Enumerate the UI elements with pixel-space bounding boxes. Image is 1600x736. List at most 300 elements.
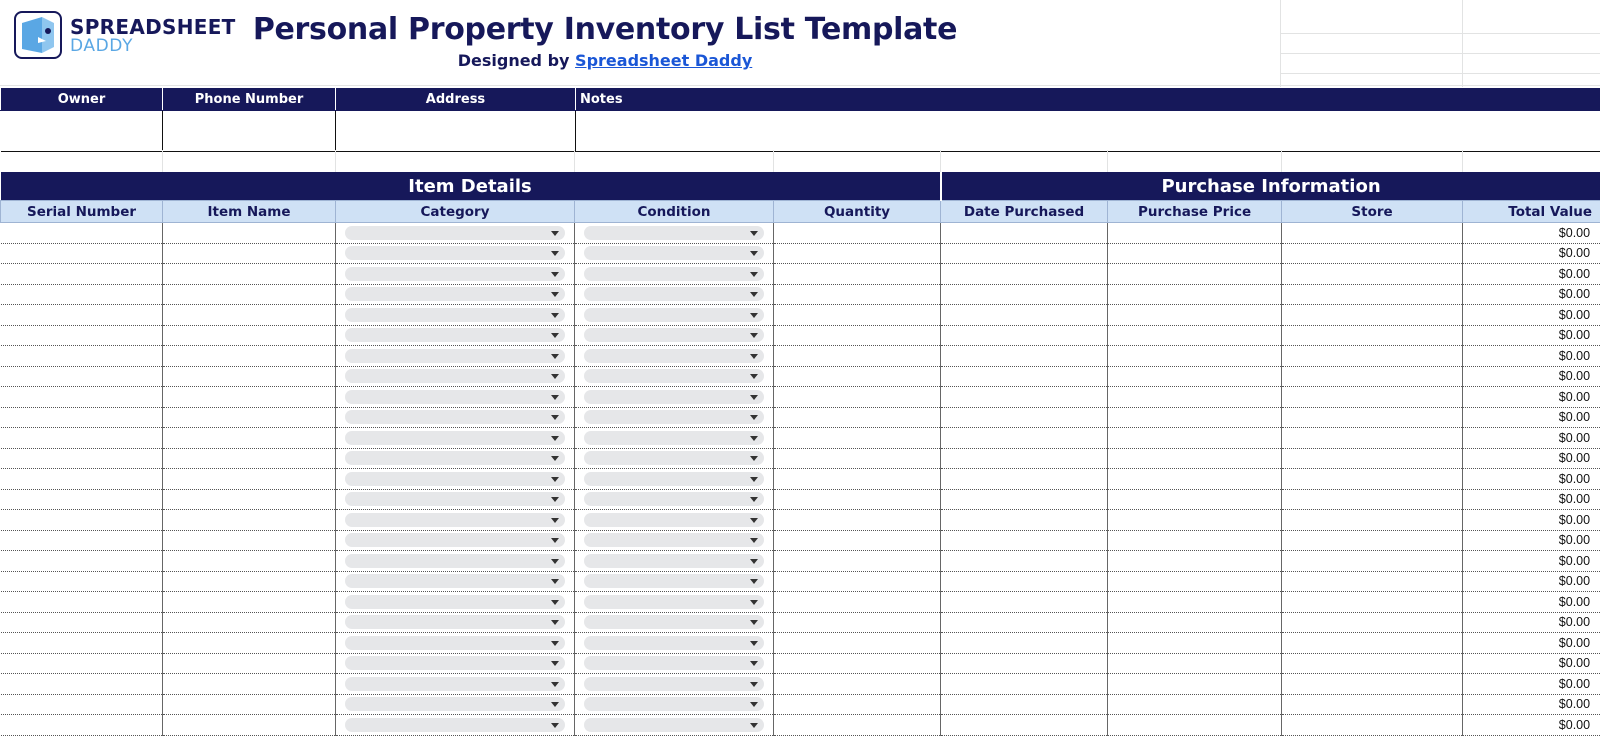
date-purchased-cell[interactable] — [941, 264, 1108, 285]
total-value-cell[interactable]: $0.00 — [1463, 612, 1600, 633]
item-name-cell[interactable] — [163, 284, 336, 305]
total-value-cell[interactable]: $0.00 — [1463, 264, 1600, 285]
date-purchased-cell[interactable] — [941, 284, 1108, 305]
category-cell[interactable] — [336, 284, 575, 305]
table-row — [1, 510, 1600, 531]
date-purchased-cell[interactable] — [941, 243, 1108, 264]
condition-cell[interactable] — [575, 674, 774, 695]
condition-cell[interactable] — [575, 469, 774, 490]
serial-number-cell[interactable] — [1, 530, 163, 551]
page-subtitle — [250, 51, 960, 70]
condition-dropdown[interactable] — [584, 697, 764, 711]
serial-number-cell[interactable] — [1, 428, 163, 449]
item-name-cell[interactable] — [163, 428, 336, 449]
category-cell[interactable] — [336, 387, 575, 408]
serial-number-cell[interactable] — [1, 694, 163, 715]
store-cell[interactable] — [1282, 428, 1463, 449]
quantity-cell[interactable] — [774, 387, 941, 408]
quantity-cell[interactable] — [774, 264, 941, 285]
date-purchased-cell[interactable] — [941, 530, 1108, 551]
quantity-cell[interactable] — [774, 592, 941, 613]
store-cell[interactable] — [1282, 387, 1463, 408]
total-value-cell[interactable]: $0.00 — [1463, 305, 1600, 326]
table-row — [1, 571, 1600, 592]
total-value-column-header: Total Value — [1463, 201, 1600, 223]
item-name-cell[interactable] — [163, 715, 336, 736]
condition-cell[interactable] — [575, 387, 774, 408]
store-cell[interactable] — [1282, 305, 1463, 326]
purchase-price-cell[interactable] — [1108, 674, 1282, 695]
store-cell[interactable] — [1282, 571, 1463, 592]
total-value-cell[interactable]: $0.00 — [1463, 448, 1600, 469]
date-purchased-cell[interactable] — [941, 346, 1108, 367]
category-cell[interactable] — [336, 264, 575, 285]
condition-cell[interactable] — [575, 633, 774, 654]
store-cell[interactable] — [1282, 448, 1463, 469]
address-cell[interactable] — [336, 111, 576, 152]
category-cell[interactable] — [336, 694, 575, 715]
item-name-cell[interactable] — [163, 346, 336, 367]
store-cell[interactable] — [1282, 325, 1463, 346]
category-cell[interactable] — [336, 674, 575, 695]
table-row — [1, 694, 1600, 715]
store-cell[interactable] — [1282, 694, 1463, 715]
item-name-cell[interactable] — [163, 223, 336, 244]
date-purchased-cell[interactable] — [941, 715, 1108, 736]
condition-cell[interactable] — [575, 407, 774, 428]
table-row — [1, 633, 1600, 654]
item-name-cell[interactable] — [163, 366, 336, 387]
store-cell[interactable] — [1282, 551, 1463, 572]
condition-dropdown[interactable] — [584, 328, 764, 342]
category-dropdown[interactable] — [345, 287, 565, 301]
quantity-cell[interactable] — [774, 674, 941, 695]
total-value-cell[interactable]: $0.00 — [1463, 407, 1600, 428]
store-cell[interactable] — [1282, 530, 1463, 551]
item-name-cell[interactable] — [163, 694, 336, 715]
serial-number-cell[interactable] — [1, 243, 163, 264]
category-dropdown[interactable] — [345, 431, 565, 445]
spacer-row — [0, 150, 1600, 172]
serial-number-cell[interactable] — [1, 633, 163, 654]
condition-dropdown[interactable] — [584, 574, 764, 588]
store-cell[interactable] — [1282, 284, 1463, 305]
condition-cell[interactable] — [575, 428, 774, 449]
condition-dropdown[interactable] — [584, 718, 764, 732]
category-dropdown[interactable] — [345, 677, 565, 691]
category-dropdown[interactable] — [345, 390, 565, 404]
date-purchased-cell[interactable] — [941, 551, 1108, 572]
date-purchased-cell[interactable] — [941, 510, 1108, 531]
condition-cell[interactable] — [575, 448, 774, 469]
purchase-price-cell[interactable] — [1108, 694, 1282, 715]
condition-dropdown[interactable] — [584, 451, 764, 465]
date-purchased-cell[interactable] — [941, 325, 1108, 346]
category-cell[interactable] — [336, 366, 575, 387]
serial-number-cell[interactable] — [1, 366, 163, 387]
spreadsheet-daddy-logo-icon — [14, 11, 62, 59]
table-row — [1, 407, 1600, 428]
quantity-cell[interactable] — [774, 284, 941, 305]
category-dropdown[interactable] — [345, 246, 565, 260]
total-value-cell[interactable]: $0.00 — [1463, 633, 1600, 654]
date-purchased-cell[interactable] — [941, 694, 1108, 715]
serial-number-cell[interactable] — [1, 448, 163, 469]
date-purchased-cell[interactable] — [941, 592, 1108, 613]
category-cell[interactable] — [336, 653, 575, 674]
store-cell[interactable] — [1282, 469, 1463, 490]
purchase-price-cell[interactable] — [1108, 387, 1282, 408]
category-cell[interactable] — [336, 346, 575, 367]
quantity-cell[interactable] — [774, 551, 941, 572]
category-dropdown[interactable] — [345, 328, 565, 342]
condition-dropdown[interactable] — [584, 267, 764, 281]
total-value-cell[interactable]: $0.00 — [1463, 551, 1600, 572]
purchase-price-cell[interactable] — [1108, 530, 1282, 551]
item-name-cell[interactable] — [163, 305, 336, 326]
table-row — [1, 674, 1600, 695]
category-cell[interactable] — [336, 510, 575, 531]
item-name-cell[interactable] — [163, 448, 336, 469]
condition-dropdown[interactable] — [584, 472, 764, 486]
store-cell[interactable] — [1282, 674, 1463, 695]
item-name-cell[interactable] — [163, 407, 336, 428]
total-value-cell[interactable]: $0.00 — [1463, 653, 1600, 674]
store-cell[interactable] — [1282, 715, 1463, 736]
quantity-cell[interactable] — [774, 325, 941, 346]
store-cell[interactable] — [1282, 592, 1463, 613]
quantity-cell[interactable] — [774, 571, 941, 592]
purchase-price-cell[interactable] — [1108, 571, 1282, 592]
item-name-cell[interactable] — [163, 674, 336, 695]
serial-number-cell[interactable] — [1, 674, 163, 695]
purchase-price-cell[interactable] — [1108, 510, 1282, 531]
condition-cell[interactable] — [575, 510, 774, 531]
condition-dropdown[interactable] — [584, 595, 764, 609]
purchase-price-cell[interactable] — [1108, 305, 1282, 326]
date-purchased-cell[interactable] — [941, 633, 1108, 654]
date-purchased-cell[interactable] — [941, 407, 1108, 428]
total-value-cell[interactable]: $0.00 — [1463, 469, 1600, 490]
date-purchased-cell[interactable] — [941, 305, 1108, 326]
condition-dropdown[interactable] — [584, 656, 764, 670]
category-dropdown[interactable] — [345, 595, 565, 609]
condition-cell[interactable] — [575, 489, 774, 510]
category-dropdown[interactable] — [345, 369, 565, 383]
date-purchased-cell[interactable] — [941, 571, 1108, 592]
condition-cell[interactable] — [575, 366, 774, 387]
condition-cell[interactable] — [575, 223, 774, 244]
condition-cell[interactable] — [575, 592, 774, 613]
purchase-price-cell[interactable] — [1108, 366, 1282, 387]
category-dropdown[interactable] — [345, 718, 565, 732]
item-name-cell[interactable] — [163, 612, 336, 633]
item-name-cell[interactable] — [163, 592, 336, 613]
table-row — [1, 551, 1600, 572]
store-cell[interactable] — [1282, 346, 1463, 367]
category-dropdown[interactable] — [345, 615, 565, 629]
notes-header: Notes — [576, 88, 1600, 111]
store-cell[interactable] — [1282, 633, 1463, 654]
item-name-cell[interactable] — [163, 571, 336, 592]
quantity-cell[interactable] — [774, 346, 941, 367]
serial-number-cell[interactable] — [1, 346, 163, 367]
condition-cell[interactable] — [575, 305, 774, 326]
condition-dropdown[interactable] — [584, 287, 764, 301]
quantity-cell[interactable] — [774, 366, 941, 387]
purchase-price-cell[interactable] — [1108, 325, 1282, 346]
item-name-cell[interactable] — [163, 510, 336, 531]
quantity-cell[interactable] — [774, 428, 941, 449]
total-value-cell[interactable]: $0.00 — [1463, 428, 1600, 449]
quantity-cell[interactable] — [774, 530, 941, 551]
category-dropdown[interactable] — [345, 533, 565, 547]
serial-number-cell[interactable] — [1, 612, 163, 633]
item-name-cell[interactable] — [163, 653, 336, 674]
total-value-cell[interactable]: $0.00 — [1463, 674, 1600, 695]
date-purchased-column-header: Date Purchased — [941, 201, 1108, 223]
date-purchased-cell[interactable] — [941, 612, 1108, 633]
category-dropdown[interactable] — [345, 410, 565, 424]
date-purchased-cell[interactable] — [941, 387, 1108, 408]
total-value-cell[interactable]: $0.00 — [1463, 366, 1600, 387]
date-purchased-cell[interactable] — [941, 674, 1108, 695]
serial-number-cell[interactable] — [1, 284, 163, 305]
purchase-price-cell[interactable] — [1108, 489, 1282, 510]
total-value-cell[interactable]: $0.00 — [1463, 325, 1600, 346]
store-cell[interactable] — [1282, 489, 1463, 510]
purchase-price-cell[interactable] — [1108, 612, 1282, 633]
condition-dropdown[interactable] — [584, 636, 764, 650]
category-cell[interactable] — [336, 592, 575, 613]
purchase-price-cell[interactable] — [1108, 469, 1282, 490]
purchase-price-cell[interactable] — [1108, 633, 1282, 654]
condition-dropdown[interactable] — [584, 369, 764, 383]
total-value-cell[interactable]: $0.00 — [1463, 489, 1600, 510]
category-cell[interactable] — [336, 551, 575, 572]
store-cell[interactable] — [1282, 612, 1463, 633]
condition-cell[interactable] — [575, 571, 774, 592]
quantity-cell[interactable] — [774, 469, 941, 490]
date-purchased-cell[interactable] — [941, 366, 1108, 387]
store-cell[interactable] — [1282, 653, 1463, 674]
purchase-price-cell[interactable] — [1108, 346, 1282, 367]
category-dropdown[interactable] — [345, 226, 565, 240]
category-cell[interactable] — [336, 469, 575, 490]
item-name-cell[interactable] — [163, 469, 336, 490]
quantity-cell[interactable] — [774, 633, 941, 654]
item-name-cell[interactable] — [163, 264, 336, 285]
inventory-table — [0, 172, 1600, 736]
category-dropdown[interactable] — [345, 308, 565, 322]
condition-dropdown[interactable] — [584, 513, 764, 527]
condition-dropdown[interactable] — [584, 492, 764, 506]
serial-number-cell[interactable] — [1, 551, 163, 572]
serial-number-cell[interactable] — [1, 264, 163, 285]
date-purchased-cell[interactable] — [941, 448, 1108, 469]
serial-number-cell[interactable] — [1, 592, 163, 613]
store-cell[interactable] — [1282, 243, 1463, 264]
serial-number-cell[interactable] — [1, 407, 163, 428]
store-cell[interactable] — [1282, 366, 1463, 387]
category-dropdown[interactable] — [345, 697, 565, 711]
store-cell[interactable] — [1282, 510, 1463, 531]
total-value-cell[interactable]: $0.00 — [1463, 223, 1600, 244]
condition-cell[interactable] — [575, 346, 774, 367]
condition-dropdown[interactable] — [584, 431, 764, 445]
total-value-cell[interactable]: $0.00 — [1463, 243, 1600, 264]
total-value-cell[interactable]: $0.00 — [1463, 715, 1600, 736]
category-cell[interactable] — [336, 407, 575, 428]
category-dropdown[interactable] — [345, 451, 565, 465]
condition-cell[interactable] — [575, 715, 774, 736]
date-purchased-cell[interactable] — [941, 428, 1108, 449]
category-cell[interactable] — [336, 571, 575, 592]
condition-dropdown[interactable] — [584, 410, 764, 424]
purchase-price-cell[interactable] — [1108, 243, 1282, 264]
condition-cell[interactable] — [575, 551, 774, 572]
category-dropdown[interactable] — [345, 267, 565, 281]
serial-number-cell[interactable] — [1, 715, 163, 736]
quantity-cell[interactable] — [774, 489, 941, 510]
purchase-price-cell[interactable] — [1108, 407, 1282, 428]
purchase-price-cell[interactable] — [1108, 264, 1282, 285]
item-name-cell[interactable] — [163, 551, 336, 572]
purchase-price-cell[interactable] — [1108, 223, 1282, 244]
category-cell[interactable] — [336, 715, 575, 736]
category-cell[interactable] — [336, 223, 575, 244]
category-cell[interactable] — [336, 612, 575, 633]
total-value-cell[interactable]: $0.00 — [1463, 592, 1600, 613]
phone-number-cell[interactable] — [163, 111, 336, 152]
table-row — [1, 284, 1600, 305]
category-dropdown[interactable] — [345, 656, 565, 670]
category-cell[interactable] — [336, 633, 575, 654]
item-name-cell[interactable] — [163, 243, 336, 264]
date-purchased-cell[interactable] — [941, 653, 1108, 674]
serial-number-cell[interactable] — [1, 387, 163, 408]
purchase-price-cell[interactable] — [1108, 284, 1282, 305]
category-cell[interactable] — [336, 325, 575, 346]
condition-dropdown[interactable] — [584, 615, 764, 629]
owner-cell[interactable] — [1, 111, 163, 152]
condition-dropdown[interactable] — [584, 533, 764, 547]
quantity-cell[interactable] — [774, 305, 941, 326]
store-cell[interactable] — [1282, 407, 1463, 428]
notes-cell[interactable] — [576, 111, 1600, 152]
table-row — [1, 325, 1600, 346]
total-value-cell[interactable]: $0.00 — [1463, 530, 1600, 551]
category-cell[interactable] — [336, 530, 575, 551]
category-dropdown[interactable] — [345, 554, 565, 568]
serial-number-cell[interactable] — [1, 469, 163, 490]
serial-number-cell[interactable] — [1, 223, 163, 244]
serial-number-cell[interactable] — [1, 489, 163, 510]
subtitle-prefix: Designed by — [458, 51, 570, 70]
serial-number-cell[interactable] — [1, 510, 163, 531]
total-value-cell[interactable]: $0.00 — [1463, 346, 1600, 367]
quantity-cell[interactable] — [774, 223, 941, 244]
total-value-cell[interactable]: $0.00 — [1463, 571, 1600, 592]
date-purchased-cell[interactable] — [941, 223, 1108, 244]
condition-dropdown[interactable] — [584, 390, 764, 404]
purchase-price-cell[interactable] — [1108, 428, 1282, 449]
total-value-cell[interactable]: $0.00 — [1463, 387, 1600, 408]
category-cell[interactable] — [336, 428, 575, 449]
category-dropdown[interactable] — [345, 574, 565, 588]
condition-dropdown[interactable] — [584, 308, 764, 322]
purchase-price-cell[interactable] — [1108, 715, 1282, 736]
quantity-cell[interactable] — [774, 694, 941, 715]
quantity-cell[interactable] — [774, 715, 941, 736]
category-dropdown[interactable] — [345, 636, 565, 650]
serial-number-cell[interactable] — [1, 305, 163, 326]
total-value-cell[interactable]: $0.00 — [1463, 510, 1600, 531]
category-cell[interactable] — [336, 243, 575, 264]
store-cell[interactable] — [1282, 223, 1463, 244]
total-value-cell[interactable]: $0.00 — [1463, 694, 1600, 715]
condition-dropdown[interactable] — [584, 554, 764, 568]
quantity-cell[interactable] — [774, 448, 941, 469]
spreadsheet-daddy-link[interactable]: Spreadsheet Daddy — [575, 51, 752, 70]
category-cell[interactable] — [336, 448, 575, 469]
item-name-cell[interactable] — [163, 530, 336, 551]
item-name-cell[interactable] — [163, 489, 336, 510]
store-cell[interactable] — [1282, 264, 1463, 285]
purchase-price-cell[interactable] — [1108, 551, 1282, 572]
serial-number-cell[interactable] — [1, 325, 163, 346]
serial-number-cell[interactable] — [1, 653, 163, 674]
category-dropdown[interactable] — [345, 472, 565, 486]
purchase-price-cell[interactable] — [1108, 653, 1282, 674]
condition-dropdown[interactable] — [584, 677, 764, 691]
date-purchased-cell[interactable] — [941, 489, 1108, 510]
condition-dropdown[interactable] — [584, 226, 764, 240]
item-name-cell[interactable] — [163, 633, 336, 654]
condition-cell[interactable] — [575, 243, 774, 264]
serial-number-cell[interactable] — [1, 571, 163, 592]
store-column-header: Store — [1282, 201, 1463, 223]
quantity-cell[interactable] — [774, 243, 941, 264]
purchase-information-section-header: Purchase Information — [941, 172, 1600, 201]
condition-dropdown[interactable] — [584, 246, 764, 260]
condition-cell[interactable] — [575, 264, 774, 285]
item-name-cell[interactable] — [163, 325, 336, 346]
item-details-section-header: Item Details — [1, 172, 941, 201]
total-value-cell[interactable]: $0.00 — [1463, 284, 1600, 305]
category-dropdown[interactable] — [345, 492, 565, 506]
condition-cell[interactable] — [575, 284, 774, 305]
condition-cell[interactable] — [575, 530, 774, 551]
quantity-cell[interactable] — [774, 612, 941, 633]
condition-cell[interactable] — [575, 694, 774, 715]
condition-dropdown[interactable] — [584, 349, 764, 363]
category-cell[interactable] — [336, 489, 575, 510]
quantity-cell[interactable] — [774, 510, 941, 531]
quantity-cell[interactable] — [774, 407, 941, 428]
purchase-price-cell[interactable] — [1108, 592, 1282, 613]
condition-cell[interactable] — [575, 612, 774, 633]
item-name-cell[interactable] — [163, 387, 336, 408]
category-cell[interactable] — [336, 305, 575, 326]
date-purchased-cell[interactable] — [941, 469, 1108, 490]
category-dropdown[interactable] — [345, 349, 565, 363]
condition-cell[interactable] — [575, 653, 774, 674]
category-dropdown[interactable] — [345, 513, 565, 527]
purchase-price-cell[interactable] — [1108, 448, 1282, 469]
quantity-cell[interactable] — [774, 653, 941, 674]
condition-cell[interactable] — [575, 325, 774, 346]
